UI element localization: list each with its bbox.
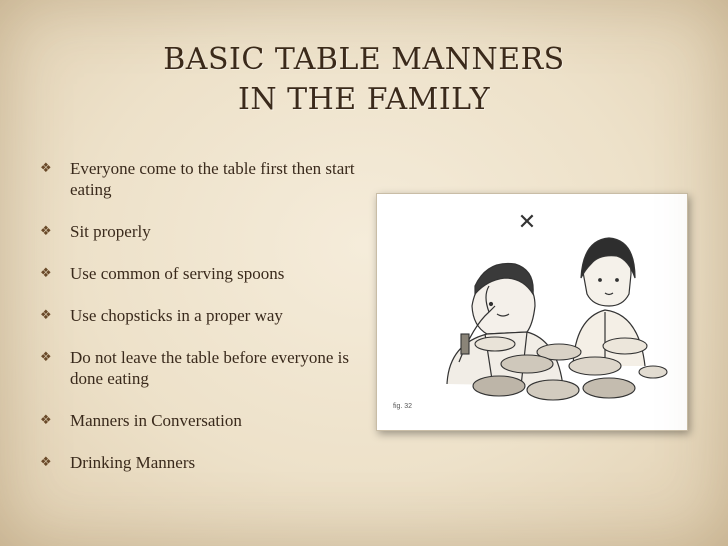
- bullet-item: [38, 263, 368, 284]
- slide-title: [0, 40, 728, 120]
- fleuron-icon: ❖: [40, 161, 52, 176]
- bullet-item: [38, 452, 368, 473]
- fleuron-icon: ❖: [40, 455, 52, 470]
- bullet-item: [38, 305, 368, 326]
- bullet-text: Manners in Conversation: [70, 411, 242, 430]
- illustration-figure: [376, 193, 688, 431]
- fleuron-icon: ❖: [40, 308, 52, 323]
- fleuron-icon: ❖: [40, 350, 52, 365]
- bullet-item: [38, 347, 368, 389]
- slide-title-line-1: BASIC TABLE MANNERS: [163, 42, 565, 77]
- fleuron-icon: ❖: [40, 266, 52, 281]
- bullet-text: Sit properly: [70, 222, 151, 241]
- family-dining-illustration: [377, 194, 687, 430]
- fleuron-icon: ❖: [40, 224, 52, 239]
- bullet-text: Use chopsticks in a proper way: [70, 306, 283, 325]
- bullet-list: [38, 158, 368, 494]
- bullet-item: [38, 410, 368, 431]
- bullet-text: Everyone come to the table first then start eating: [70, 159, 355, 199]
- bullet-text: Do not leave the table before everyone is done eating: [70, 348, 349, 388]
- bullet-text: Drinking Manners: [70, 453, 196, 472]
- figure-caption: fig. 32: [393, 403, 413, 410]
- fleuron-icon: ❖: [40, 413, 52, 428]
- wrong-mark-icon: ✕: [517, 210, 537, 235]
- bullet-item: [38, 221, 368, 242]
- bullet-item: [38, 158, 368, 200]
- slide-title-line-2: IN THE FAMILY: [238, 82, 490, 117]
- bullet-text: Use common of serving spoons: [70, 264, 285, 283]
